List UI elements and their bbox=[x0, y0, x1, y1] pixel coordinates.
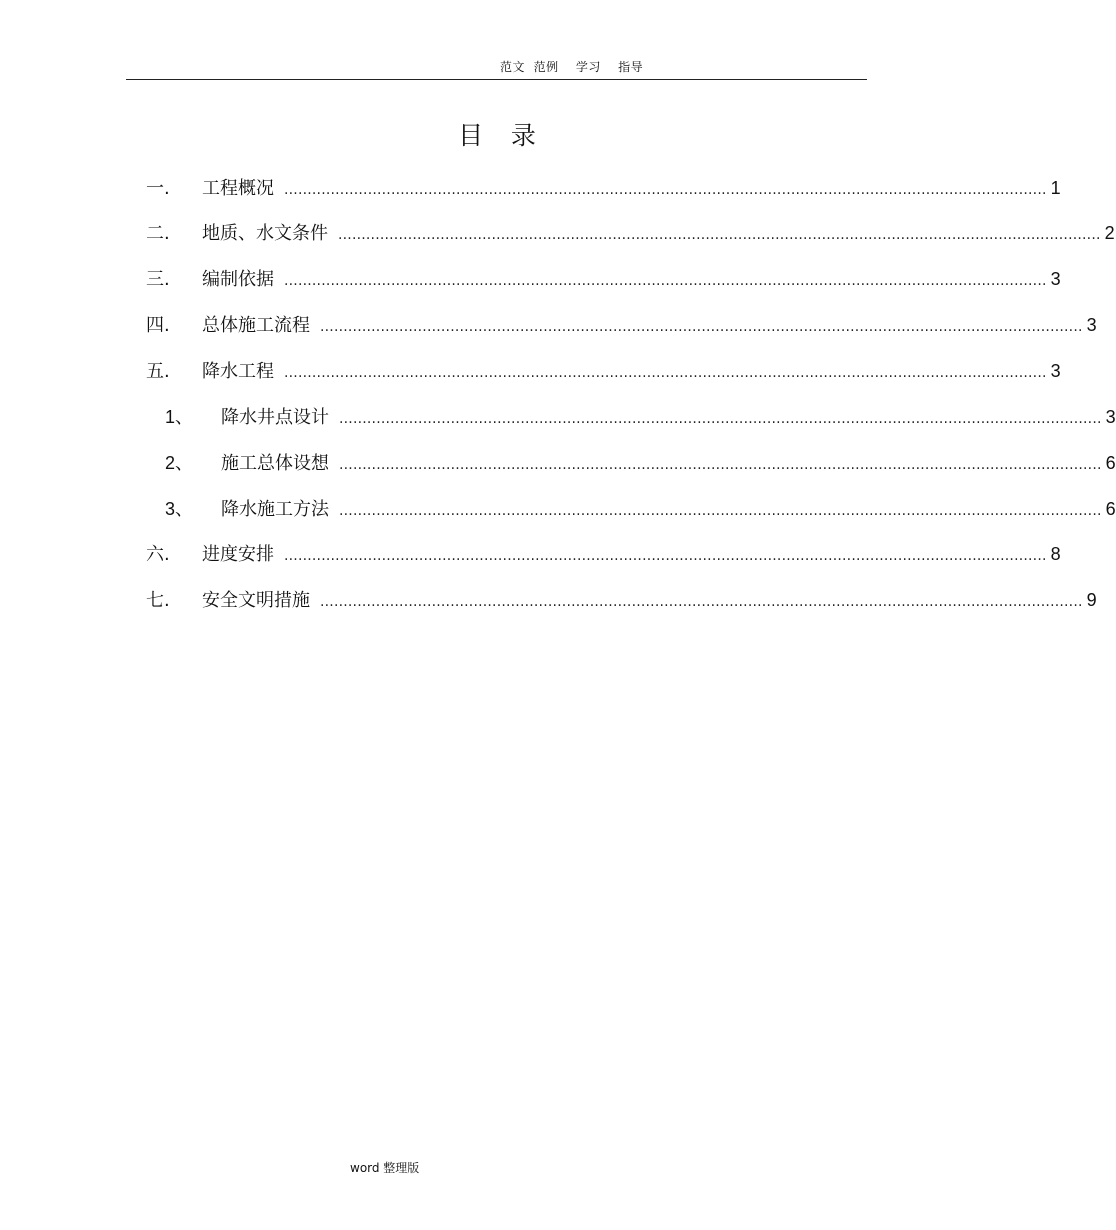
toc-entry-page: 9 bbox=[1086, 590, 1097, 610]
dot-leader: .................................................................................................................................................................... bbox=[339, 503, 1102, 519]
toc-entry-label: 进度安排 bbox=[202, 544, 274, 565]
toc-entry-label: 降水工程 bbox=[202, 361, 274, 382]
toc-entry-page: 3 bbox=[1050, 269, 1061, 289]
toc-entry[interactable] bbox=[165, 449, 1116, 475]
toc-entry-page: 3 bbox=[1050, 361, 1061, 381]
toc-entry-number: 3、 bbox=[165, 499, 194, 519]
dot-leader: .................................................................................................................................................................... bbox=[284, 273, 1047, 289]
toc-entry-number: 二. bbox=[146, 223, 170, 244]
toc-entry-page: 2 bbox=[1104, 223, 1115, 243]
toc-entry[interactable] bbox=[146, 357, 1061, 383]
dot-leader: .................................................................................................................................................................... bbox=[339, 411, 1102, 427]
toc-entry-label: 降水施工方法 bbox=[221, 499, 329, 520]
toc-entry-number: 三. bbox=[146, 269, 170, 290]
toc-entry-number: 一. bbox=[146, 178, 170, 199]
toc-entry-label: 安全文明措施 bbox=[202, 590, 310, 611]
toc-entry-number: 五. bbox=[146, 361, 170, 382]
dot-leader: .................................................................................................................................................................... bbox=[320, 594, 1083, 610]
toc-entry-number: 七. bbox=[146, 590, 170, 611]
toc-entry-label: 降水井点设计 bbox=[221, 407, 329, 428]
header-text: 范文 范例 学习 指导 bbox=[500, 60, 644, 74]
toc-title: 目 录 bbox=[458, 121, 537, 150]
toc-entry[interactable] bbox=[146, 586, 1097, 612]
toc-entry-number: 四. bbox=[146, 315, 170, 336]
dot-leader: .................................................................................................................................................................... bbox=[339, 457, 1102, 473]
toc-entry-page: 1 bbox=[1050, 178, 1061, 198]
dot-leader: .................................................................................................................................................................... bbox=[320, 319, 1083, 335]
toc-entry[interactable] bbox=[165, 403, 1116, 429]
toc-entry-number: 六. bbox=[146, 544, 170, 565]
toc-entry[interactable] bbox=[146, 311, 1097, 337]
toc-entry-label: 编制依据 bbox=[202, 269, 274, 290]
toc-entry-page: 8 bbox=[1050, 544, 1061, 564]
page-footer: word 整理版 bbox=[350, 1161, 420, 1175]
toc-entry[interactable] bbox=[146, 540, 1061, 566]
dot-leader: .................................................................................................................................................................... bbox=[284, 365, 1047, 381]
toc-entry-label: 总体施工流程 bbox=[202, 315, 310, 336]
toc-entry[interactable] bbox=[146, 174, 1061, 200]
dot-leader: .................................................................................................................................................................... bbox=[284, 548, 1047, 564]
toc-entry[interactable] bbox=[165, 495, 1116, 521]
toc-entry[interactable] bbox=[146, 265, 1061, 291]
toc-entry-page: 6 bbox=[1105, 499, 1116, 519]
toc-entry-number: 2、 bbox=[165, 453, 194, 473]
toc-entry-number: 1、 bbox=[165, 407, 194, 427]
toc-entry-label: 工程概况 bbox=[202, 178, 274, 199]
toc-entry-page: 6 bbox=[1105, 453, 1116, 473]
toc-entry-label: 施工总体设想 bbox=[221, 453, 329, 474]
dot-leader: .................................................................................................................................................................... bbox=[284, 182, 1047, 198]
dot-leader: .................................................................................................................................................................... bbox=[338, 227, 1101, 243]
toc-entry-label: 地质、水文条件 bbox=[202, 223, 328, 244]
toc-entry-page: 3 bbox=[1105, 407, 1116, 427]
toc-entry-page: 3 bbox=[1086, 315, 1097, 335]
toc-entry[interactable] bbox=[146, 219, 1115, 245]
